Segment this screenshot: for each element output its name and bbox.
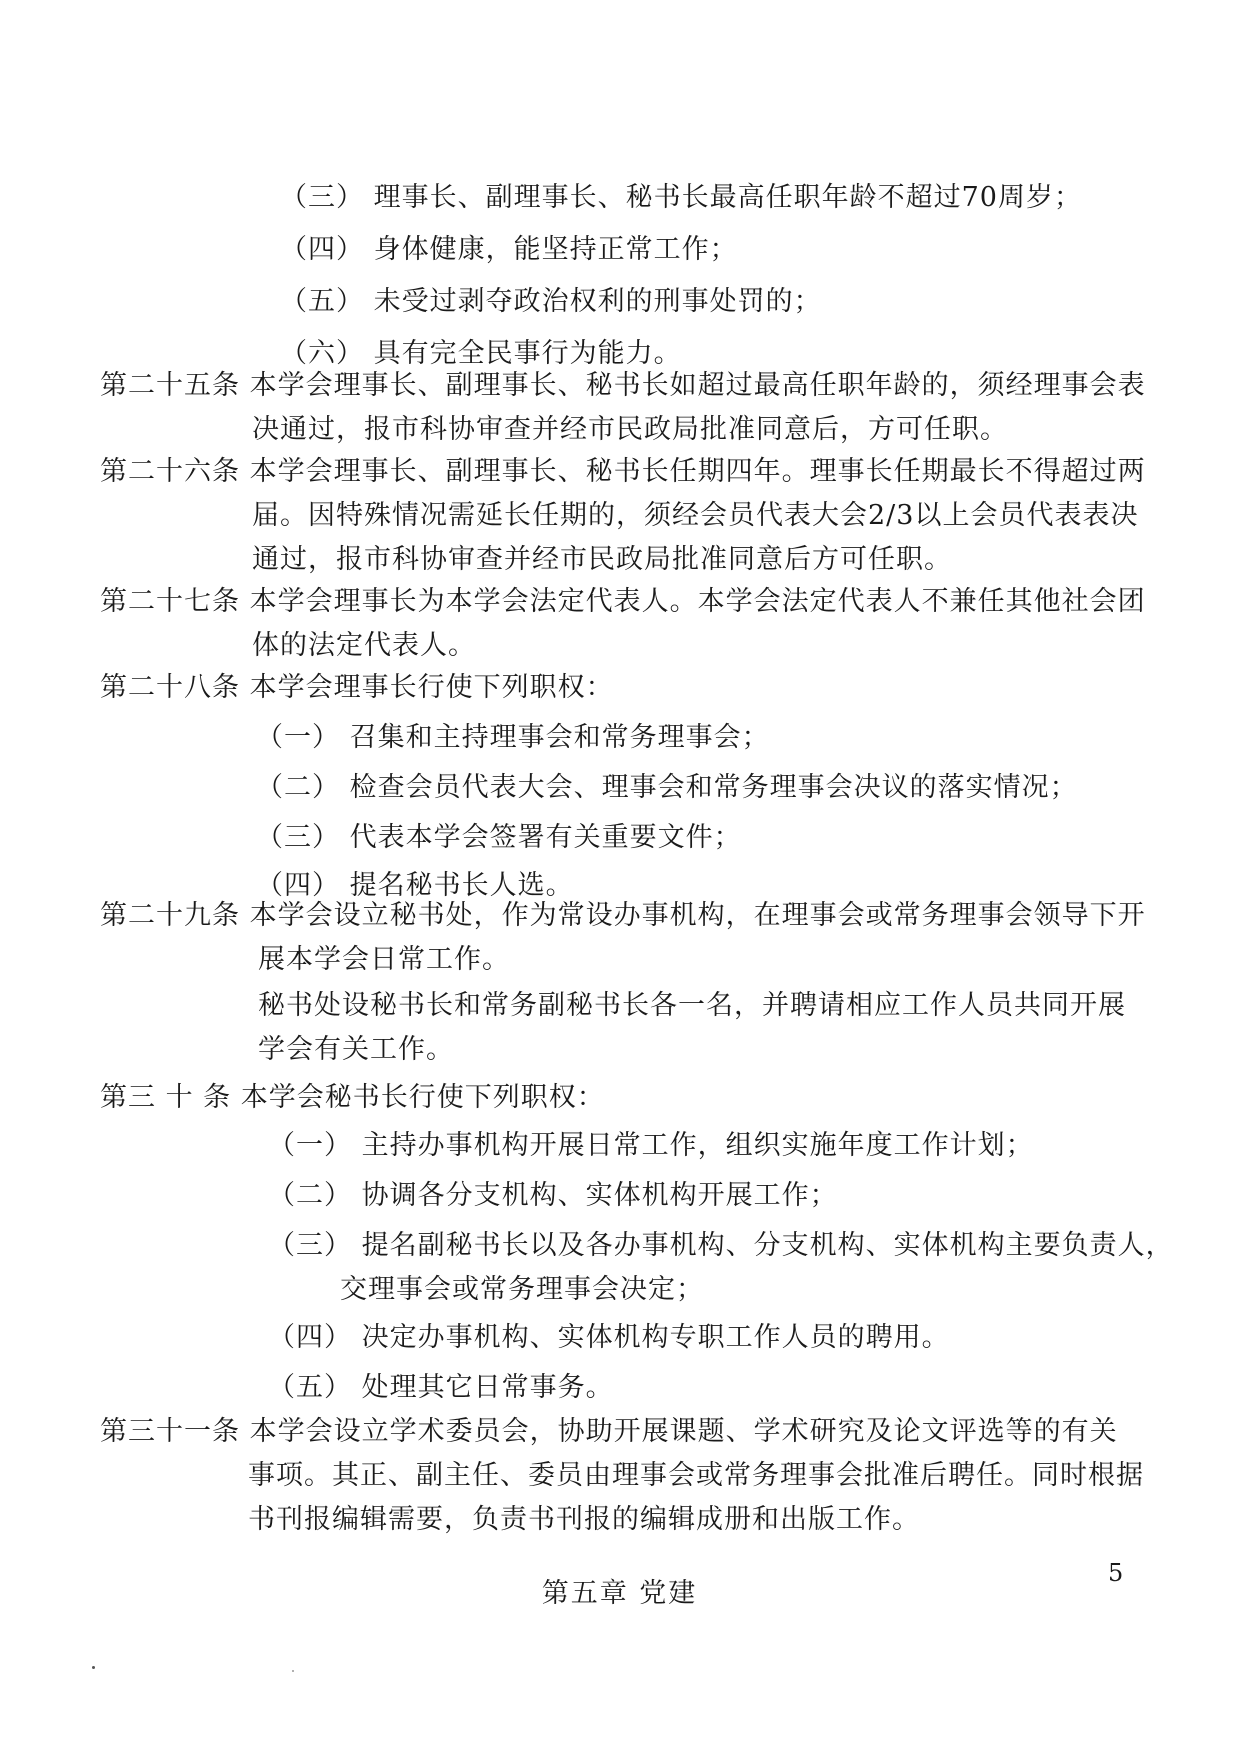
article-28-item-4: （四） 提名秘书长人选。 bbox=[256, 870, 574, 901]
clause-item-3-age-limit: （三） 理事长、副理事长、秘书长最高任职年龄不超过70周岁； bbox=[280, 182, 1082, 213]
article-31-line-3: 书刊报编辑需要，负责书刊报的编辑成册和出版工作。 bbox=[248, 1504, 920, 1535]
article-29-line-4: 学会有关工作。 bbox=[258, 1034, 454, 1065]
article-28-item-2: （二） 检查会员代表大会、理事会和常务理事会决议的落实情况； bbox=[256, 772, 1078, 803]
article-30-item-4: （四） 决定办事机构、实体机构专职工作人员的聘用。 bbox=[268, 1322, 950, 1353]
article-25-line-2: 决通过，报市科协审查并经市民政局批准同意后，方可任职。 bbox=[252, 414, 1008, 445]
clause-item-6-capacity: （六） 具有完全民事行为能力。 bbox=[280, 338, 682, 369]
article-28-item-3: （三） 代表本学会签署有关重要文件； bbox=[256, 822, 742, 853]
article-30-item-1: （一） 主持办事机构开展日常工作，组织实施年度工作计划； bbox=[268, 1130, 1034, 1161]
article-30-item-5: （五） 处理其它日常事务。 bbox=[268, 1372, 614, 1403]
page-number: 5 bbox=[1108, 1559, 1124, 1587]
article-26-line-1: 第二十六条 本学会理事长、副理事长、秘书长任期四年。理事长任期最长不得超过两 bbox=[100, 456, 1146, 487]
article-28-heading: 第二十八条 本学会理事长行使下列职权： bbox=[100, 672, 614, 703]
article-29-line-2: 展本学会日常工作。 bbox=[258, 944, 510, 975]
scan-speck bbox=[92, 1666, 95, 1669]
article-25-line-1: 第二十五条 本学会理事长、副理事长、秘书长如超过最高任职年龄的，须经理事会表 bbox=[100, 370, 1146, 401]
article-31-line-2: 事项。其正、副主任、委员由理事会或常务理事会批准后聘任。同时根据 bbox=[248, 1460, 1144, 1491]
article-30-item-2: （二） 协调各分支机构、实体机构开展工作； bbox=[268, 1180, 838, 1211]
article-28-item-1: （一） 召集和主持理事会和常务理事会； bbox=[256, 722, 770, 753]
article-27-line-2: 体的法定代表人。 bbox=[252, 630, 476, 661]
clause-item-4-health: （四） 身体健康，能坚持正常工作； bbox=[280, 234, 738, 265]
chapter-title: 第五章 党建 bbox=[541, 1578, 698, 1609]
article-26-line-2: 届。因特殊情况需延长任期的，须经会员代表大会2/3以上会员代表表决 bbox=[252, 500, 1139, 531]
clause-item-5-no-penalty: （五） 未受过剥夺政治权利的刑事处罚的； bbox=[280, 286, 822, 317]
article-30-heading: 第三 十 条 本学会秘书长行使下列职权： bbox=[100, 1082, 605, 1113]
scan-speck bbox=[292, 1670, 294, 1672]
article-30-item-3-line-1: （三） 提名副秘书长以及各办事机构、分支机构、实体机构主要负责人， bbox=[268, 1230, 1174, 1261]
article-26-line-3: 通过，报市科协审查并经市民政局批准同意后方可任职。 bbox=[252, 544, 952, 575]
article-29-line-3: 秘书处设秘书长和常务副秘书长各一名，并聘请相应工作人员共同开展 bbox=[258, 990, 1126, 1021]
article-27-line-1: 第二十七条 本学会理事长为本学会法定代表人。本学会法定代表人不兼任其他社会团 bbox=[100, 586, 1146, 617]
article-31-line-1: 第三十一条 本学会设立学术委员会，协助开展课题、学术研究及论文评选等的有关 bbox=[100, 1416, 1118, 1447]
article-29-line-1: 第二十九条 本学会设立秘书处，作为常设办事机构，在理事会或常务理事会领导下开 bbox=[100, 900, 1146, 931]
article-30-item-3-line-2: 交理事会或常务理事会决定； bbox=[340, 1274, 704, 1305]
